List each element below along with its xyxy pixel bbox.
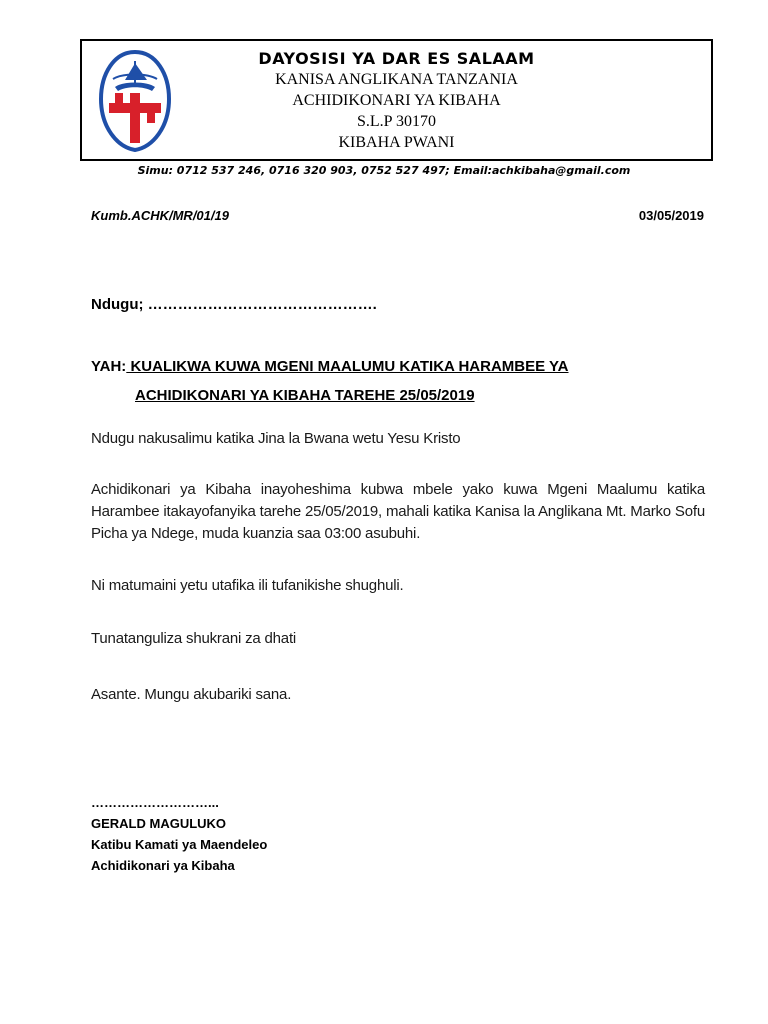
- signatory-name: GERALD MAGULUKO: [91, 816, 227, 831]
- hope-paragraph: Ni matumaini yetu utafika ili tufanikishe shughuli.: [91, 577, 404, 594]
- closing-paragraph: Asante. Mungu akubariki sana.: [91, 686, 292, 703]
- subject-line-1: KUALIKWA KUWA MGENI MAALUMU KATIKA HARAMBEE YA: [126, 358, 569, 375]
- location: KIBAHA PWANI: [338, 134, 455, 151]
- letter-date: 03/05/2019: [638, 208, 704, 223]
- subject-line-2: ACHIDIKONARI YA KIBAHA TAREHE 25/05/2019: [135, 387, 475, 404]
- signatory-org: Achidikonari ya Kibaha: [91, 858, 235, 873]
- signature-line: ………………………...: [91, 795, 219, 810]
- po-box: S.L.P 30170: [357, 113, 436, 130]
- archdeaconry-name: ACHIDIKONARI YA KIBAHA: [292, 92, 501, 109]
- contact-line: Simu: 0712 537 246, 0716 320 903, 0752 527 497; Email:achkibaha@gmail.com: [137, 164, 631, 177]
- subject: [91, 352, 569, 410]
- signatory-title: Katibu Kamati ya Maendeleo: [91, 837, 268, 852]
- letterhead-text: [82, 49, 711, 153]
- signature-block: [91, 792, 267, 876]
- thanks-paragraph: Tunatanguliza shukrani za dhati: [91, 630, 297, 647]
- letterhead: [80, 39, 713, 161]
- invitation-paragraph: Achidikonari ya Kibaha inayoheshima kubwa mbele yako kuwa Mgeni Maalumu katika Harambee itakayofanyika tarehe 25/05/2019, mahali katika Kanisa la Anglikana Mt. Marko Sofu Picha ya Ndege, muda kuanzia saa 03:00 asubuhi.: [91, 481, 705, 542]
- subject-prefix: YAH:: [91, 358, 127, 375]
- greeting-paragraph: Ndugu nakusalimu katika Jina la Bwana wetu Yesu Kristo: [91, 430, 461, 447]
- salutation: Ndugu; ……………………………………….: [91, 296, 377, 313]
- diocese-name: DAYOSISI YA DAR ES SALAAM: [258, 49, 535, 68]
- church-name: KANISA ANGLIKANA TANZANIA: [275, 71, 518, 88]
- reference-number: Kumb.ACHK/MR/01/19: [91, 208, 229, 223]
